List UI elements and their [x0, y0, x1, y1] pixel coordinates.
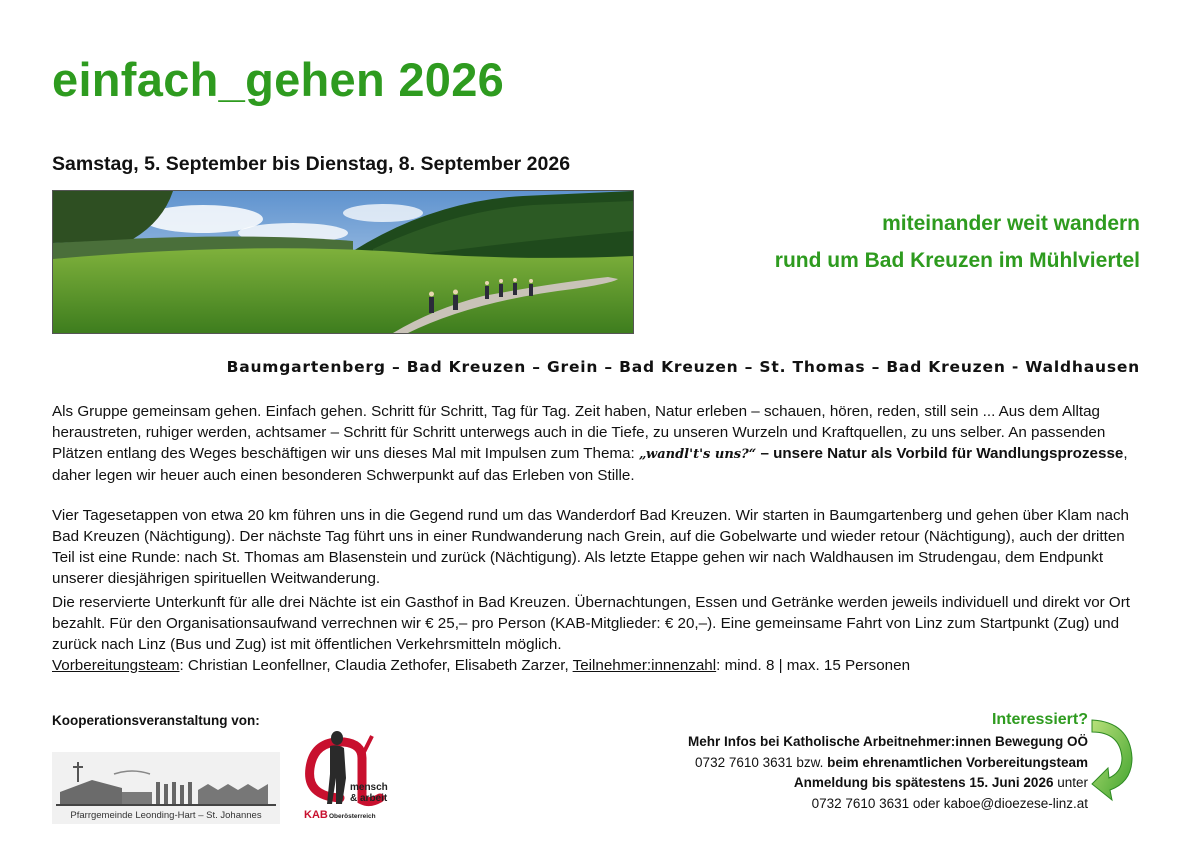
tagline-line-2: rund um Bad Kreuzen im Mühlviertel [774, 249, 1140, 272]
parish-caption: Pfarrgemeinde Leonding-Hart – St. Johannes [70, 810, 262, 821]
page-title: einfach_gehen 2026 [52, 53, 505, 106]
participants-label: Teilnehmer:innenzahl [572, 657, 717, 674]
stages-paragraph: Vier Tagesetappen von etwa 20 km führen uns in die Gegend rund um das Wanderdorf Bad Kreuzen. Wir starten in Baumgartenberg und gehen über Klam nach Bad Kreuzen (Nächtigung). Der nächste Tag führt uns in einer Rundwanderung nach Grein, auf die Gobelwarte und wieder retour (Nächtigung), auch der dritten Teil ist eine Runde: nach St. Thomas am Blasenstein und zurück (Nächtigung). Als letzte Etappe gehen wir nach Waldhausen im Strudengau, dem Endpunkt unserer diesjährigen spirituellen Weitwanderung. [52, 507, 1129, 587]
curved-arrow-icon [1090, 712, 1138, 804]
tagline [775, 205, 1140, 279]
hiking-photo [52, 190, 634, 334]
theme-subtitle: – unsere Natur als Vorbild für Wandlungsprozesse [756, 445, 1124, 462]
accommodation-text: Die reservierte Unterkunft für alle drei Nächte ist ein Gasthof in Bad Kreuzen. Übernachtungen, Essen und Getränke werden jeweils individuell und direkt vor Ort bezahlt. Für den Organisationsaufwand verrechnen wir € 25,– pro Person (KAB-Mitglieder: € 20,–). Eine gemeinsame Fahrt von Linz zum Startpunkt (Zug) und zurück nach Linz (Bus und Zug) ist mit öffentlichen Verkehrsmitteln möglich. [52, 594, 1131, 653]
kab-name: KAB [304, 809, 328, 821]
intro-text-end: , daher legen wir heuer auch einen besonderen Schwerpunkt auf das Erleben von Stille. [52, 445, 1128, 484]
participants-value: : mind. 8 | max. 15 Personen [716, 657, 911, 674]
tagline-line-1: miteinander weit wandern [882, 212, 1140, 235]
parish-logo [52, 752, 280, 824]
contact-line-3 [688, 773, 1088, 794]
contact-line-1: Mehr Infos bei Katholische Arbeitnehmer:innen Bewegung OÖ [687, 734, 1088, 749]
kab-region: Oberösterreich [329, 813, 376, 820]
route-stages: Baumgartenberg – Bad Kreuzen – Grein – Bad Kreuzen – St. Thomas – Bad Kreuzen - Waldhausen [226, 358, 1140, 376]
kab-logo [300, 718, 395, 822]
contact-line-3-rest: unter [1053, 775, 1088, 790]
accommodation-paragraph [52, 592, 1142, 676]
contact-team: beim ehrenamtlichen Vorbereitungsteam [827, 754, 1088, 770]
team-names: : Christian Leonfellner, Claudia Zethofer, Elisabeth Zarzer, [179, 657, 573, 674]
kab-word-1: mensch [350, 782, 388, 793]
event-dates: Samstag, 5. September bis Dienstag, 8. September 2026 [52, 153, 571, 175]
contact-info [688, 708, 1088, 814]
intro-paragraph [52, 401, 1142, 486]
contact-line-4: 0732 7610 3631 oder kaboe@dioezese-linz.at [811, 795, 1088, 811]
theme-title: „wandl't's uns?“ [638, 447, 757, 462]
team-label: Vorbereitungsteam [52, 657, 180, 674]
contact-phone: 0732 7610 3631 bzw. [695, 754, 828, 770]
contact-line-2 [688, 753, 1088, 774]
registration-deadline: Anmeldung bis spätestens 15. Juni 2026 [793, 775, 1054, 790]
kab-word-2: & arbeit [350, 793, 388, 804]
cooperation-label: Kooperationsveranstaltung von: [52, 713, 260, 728]
intro-text: Als Gruppe gemeinsam gehen. Einfach gehen. Schritt für Schritt, Tag für Tag. Zeit haben, Natur erleben – schauen, hören, reden, still sein ... Aus dem Alltag heraustreten, ruhiger werden, achtsamer – Schritt für Schritt unterwegs auch in die Tiefe, zu unseren Wurzeln und Kraftquellen, zu uns selber. An passenden Plätzen entlang des Weges beschäftigen wir uns dieses Mal mit Impulsen zum Thema: [52, 403, 1106, 462]
interested-heading: Interessiert? [991, 711, 1088, 728]
